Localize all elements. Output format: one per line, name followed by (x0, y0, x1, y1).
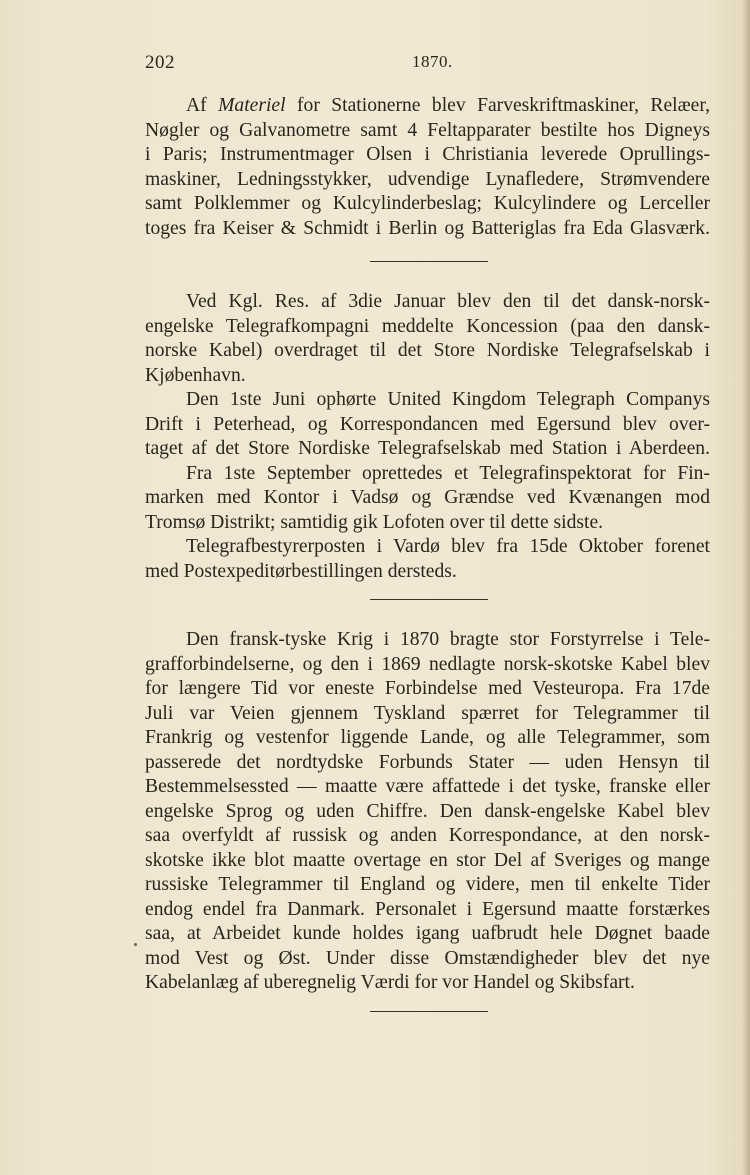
text-line: saa overfyldt af russisk og anden Korrespondance, at den norsk- (145, 825, 710, 846)
text-line: Kjøbenhavn. (145, 364, 246, 386)
text-line: for længere Tid vor eneste Forbindelse med Vesteuropa. Fra 17de (145, 678, 710, 699)
text-line: Drift i Peterhead, og Korrespondancen med Egersund blev over- (145, 413, 710, 435)
text-line: Den fransk-tyske Krig i 1870 bragte stor Forstyrrelse i Tele- (186, 629, 710, 650)
text-line: toges fra Keiser & Schmidt i Berlin og Batteriglas fra Eda Glasværk. (145, 217, 710, 239)
text-line: engelske Sprog og uden Chiffre. Den dansk-engelske Kabel blev (145, 800, 710, 822)
page-edge-shadow (742, 0, 750, 1175)
text-line: passerede det nordtydske Forbunds Stater — uden Hensyn til (145, 751, 710, 773)
text-line: samt Polklemmer og Kulcylinderbeslag; Kulcylindere og Lerceller (145, 193, 710, 214)
text-line: saa, at Arbeidet kunde holdes igang uafbrudt hele Døgnet baade (145, 923, 710, 944)
section-divider (370, 1011, 488, 1012)
text-line: taget af det Store Nordiske Telegrafselskab med Station i Aberdeen. (145, 438, 710, 459)
text-line: Fra 1ste September oprettedes et Telegrafinspektorat for Fin- (186, 462, 710, 484)
running-head-year: 1870. (412, 52, 453, 71)
text-line: Nøgler og Galvanometre samt 4 Feltapparater bestilte hos Digneys (145, 119, 710, 141)
text-line: Bestemmelsessted — maatte være affattede i det tyske, franske eller (145, 776, 710, 797)
text-line: norske Kabel) overdraget til det Store Nordiske Telegrafselskab i (145, 340, 710, 361)
text-line: Juli var Veien gjennem Tyskland spærret for Telegrammer til (145, 702, 710, 724)
text-line: mod Vest og Øst. Under disse Omstændigheder blev det nye (145, 947, 710, 969)
text-line: Tromsø Distrikt; samtidig gik Lofoten over til dette sidste. (145, 511, 604, 533)
text-line: Den 1ste Juni ophørte United Kingdom Telegraph Companys (186, 389, 710, 410)
text-line: russiske Telegrammer til England og videre, men til enkelte Tider (145, 874, 710, 895)
text-line: endog endel fra Danmark. Personalet i Egersund maatte forstærkes (145, 898, 710, 920)
text-line: Ved Kgl. Res. af 3die Januar blev den til det dansk-norsk- (186, 291, 710, 312)
text-line: marken med Kontor i Vadsø og Grændse ved Kvænangen mod (145, 487, 710, 508)
text-line: Telegrafbestyrerposten i Vardø blev fra 15de Oktober forenet (186, 536, 710, 557)
text-line: i Paris; Instrumentmager Olsen i Christiania leverede Oprullings- (145, 144, 710, 165)
text-line: skotske ikke blot maatte overtage en stor Del af Sveriges og mange (145, 849, 710, 871)
text-line: Kabelanlæg af uberegnelig Værdi for vor Handel og Skibsfart. (145, 972, 635, 993)
italic-term: Materiel (218, 95, 286, 116)
margin-speck (134, 943, 137, 946)
text-line: med Postexpeditørbestillingen dersteds. (145, 560, 457, 582)
section-divider (370, 599, 488, 600)
section-divider (370, 261, 488, 262)
text-line: grafforbindelserne, og den i 1869 nedlagte norsk-skotske Kabel blev (145, 653, 710, 675)
page-number: 202 (145, 52, 175, 73)
text-line: Frankrig og vestenfor liggende Lande, og alle Telegrammer, som (145, 727, 710, 748)
text-line: engelske Telegrafkompagni meddelte Koncession (paa den dansk- (145, 315, 710, 337)
text-line: maskiner, Ledningsstykker, udvendige Lynafledere, Strømvendere (145, 168, 710, 190)
text-line: Af Materiel for Stationerne blev Farveskriftmaskiner, Relæer, (186, 95, 711, 116)
